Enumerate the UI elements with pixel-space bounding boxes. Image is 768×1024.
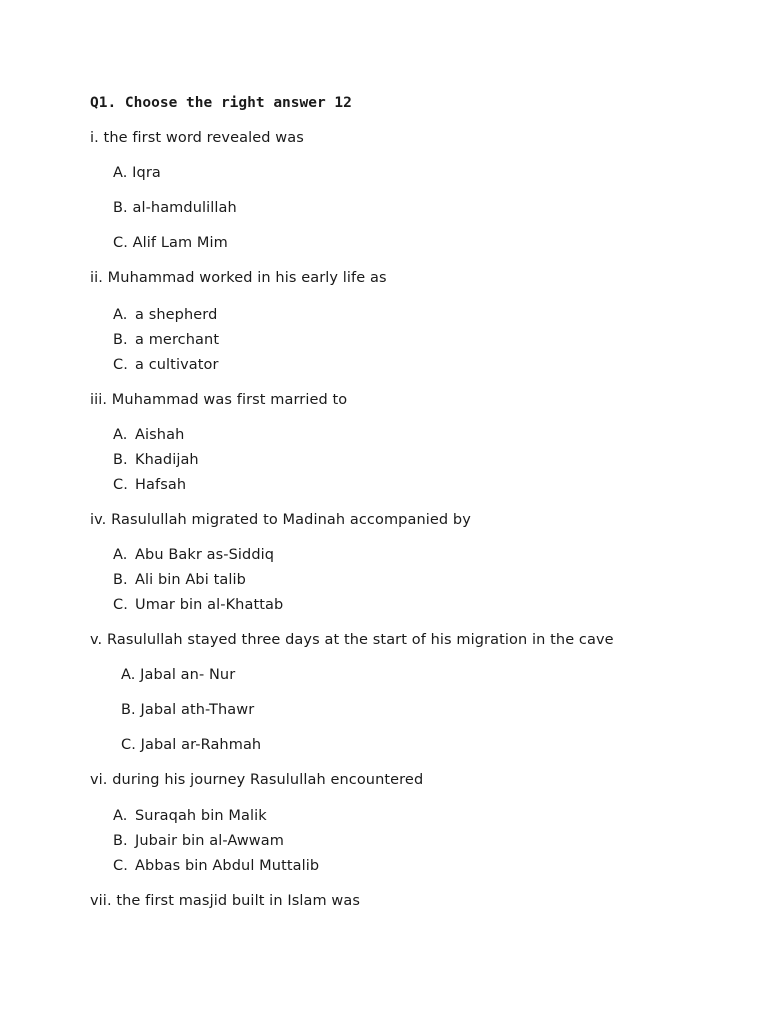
option-letter: B.: [113, 452, 128, 468]
option-c: [113, 357, 219, 373]
option-text: Hafsah: [135, 477, 187, 493]
question-4: iv. Rasulullah migrated to Madinah accompanied by: [90, 512, 471, 528]
option-c: C. Jabal ar-Rahmah: [121, 737, 262, 753]
option-c: [113, 477, 186, 493]
question-1: i. the first word revealed was: [90, 130, 304, 146]
option-text: Suraqah bin Malik: [135, 808, 267, 824]
option-a: [113, 808, 267, 824]
option-letter: C.: [113, 858, 128, 874]
option-a: A. Jabal an- Nur: [121, 667, 236, 683]
option-letter: B.: [113, 332, 128, 348]
option-text: Jubair bin al-Awwam: [135, 833, 284, 849]
option-b: [113, 452, 199, 468]
question-7: vii. the first masjid built in Islam was: [90, 893, 360, 909]
option-a: [113, 547, 274, 563]
option-text: Umar bin al-Khattab: [135, 597, 284, 613]
option-b: B. al-hamdulillah: [113, 200, 237, 216]
option-letter: A.: [113, 808, 128, 824]
question-3: iii. Muhammad was first married to: [90, 392, 348, 408]
option-b: B. Jabal ath-Thawr: [121, 702, 255, 718]
option-text: Ali bin Abi talib: [135, 572, 246, 588]
option-a: A. Iqra: [113, 165, 161, 181]
option-letter: B.: [113, 572, 128, 588]
option-letter: C.: [113, 357, 128, 373]
option-text: Abu Bakr as-Siddiq: [135, 547, 275, 563]
question-5: v. Rasulullah stayed three days at the start of his migration in the cave: [90, 632, 614, 648]
option-letter: A.: [113, 427, 128, 443]
option-b: [113, 833, 284, 849]
option-text: a merchant: [135, 332, 220, 348]
option-letter: C.: [113, 597, 128, 613]
option-text: Aishah: [135, 427, 185, 443]
option-a: [113, 427, 184, 443]
option-text: Abbas bin Abdul Muttalib: [135, 858, 320, 874]
option-text: a shepherd: [135, 307, 218, 323]
option-a: [113, 307, 217, 323]
section-heading: Q1. Choose the right answer 12: [90, 95, 352, 111]
option-b: [113, 572, 246, 588]
option-text: a cultivator: [135, 357, 219, 373]
option-c: [113, 858, 319, 874]
question-6: vi. during his journey Rasulullah encountered: [90, 772, 424, 788]
option-b: [113, 332, 219, 348]
option-letter: C.: [113, 477, 128, 493]
question-2: ii. Muhammad worked in his early life as: [90, 270, 387, 286]
option-letter: B.: [113, 833, 128, 849]
option-c: C. Alif Lam Mim: [113, 235, 228, 251]
option-c: [113, 597, 283, 613]
option-letter: A.: [113, 307, 128, 323]
option-text: Khadijah: [135, 452, 199, 468]
option-letter: A.: [113, 547, 128, 563]
